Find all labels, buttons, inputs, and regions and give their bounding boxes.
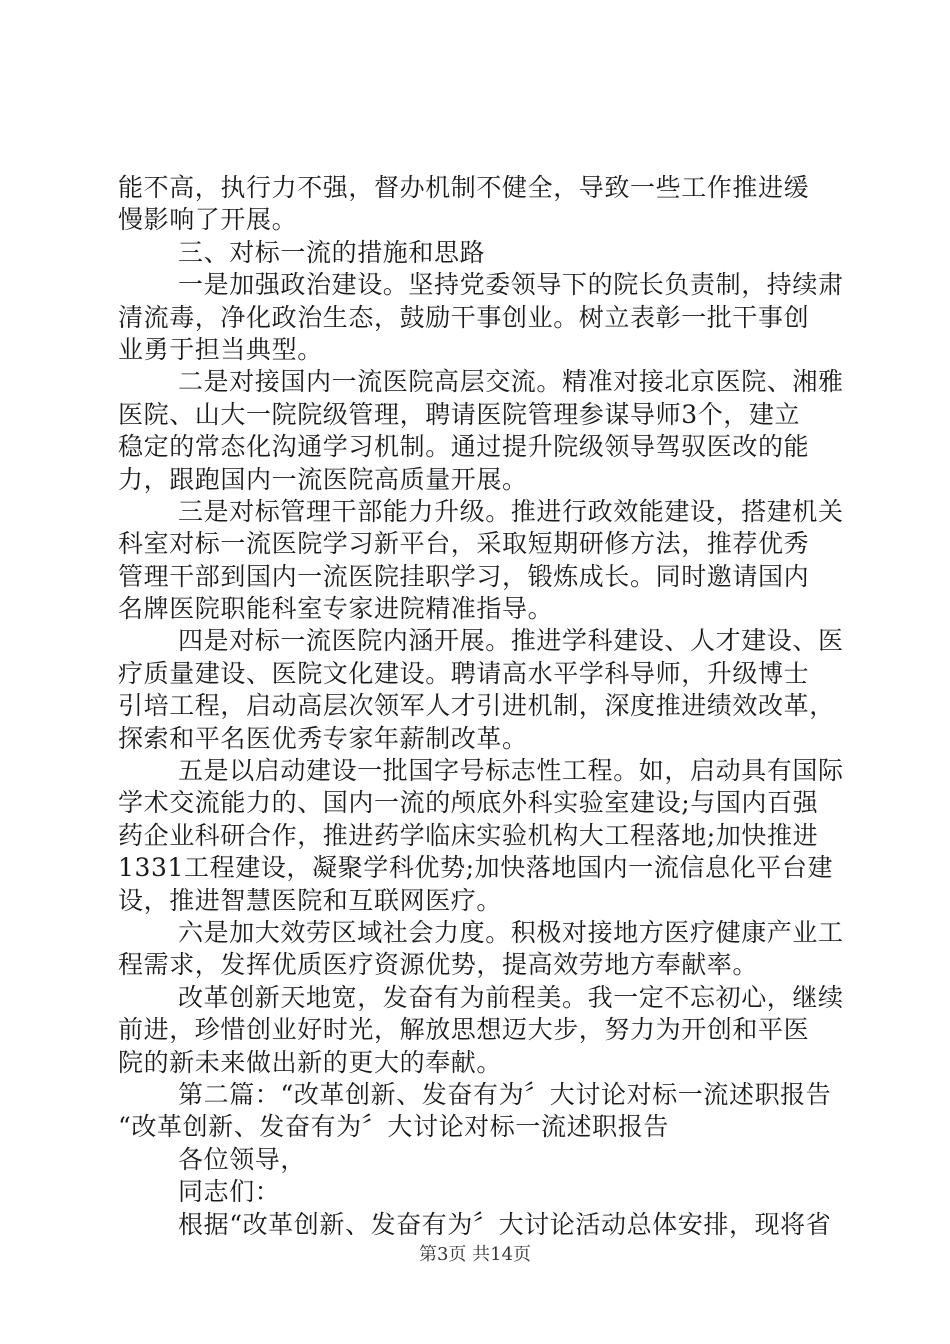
text-line: 学术交流能力的、国内一流的颅底外科实验室建设;与国内百强 <box>118 788 819 818</box>
text-line: 探索和平名医优秀专家年薪制改革。 <box>118 723 528 753</box>
text-line: 五是以启动建设一批国字号标志性工程。如，启动具有国际 <box>178 756 844 786</box>
text-line: 管理干部到国内一流医院挂职学习，锻炼成长。同时邀请国内 <box>118 561 810 591</box>
text-line: 1331工程建设，凝聚学科优势;加快落地国内一流信息化平台建 <box>118 853 834 883</box>
text-line: 科室对标一流医院学习新平台，采取短期研修方法，推荐优秀 <box>118 529 810 559</box>
text-line: 第二篇：“改革创新、发奋有为〞大讨论对标一流述职报告 <box>178 1079 832 1109</box>
document-body <box>118 172 844 1241</box>
text-line: 能不高，执行力不强，督办机制不健全，导致一些工作推进缓 <box>118 173 810 202</box>
text-line: 程需求，发挥优质医疗资源优势，提高效劳地方奉献率。 <box>118 950 759 980</box>
text-line: 改革创新天地宽，发奋有为前程美。我一定不忘初心，继续 <box>178 982 844 1012</box>
text-line: 三、对标一流的措施和思路 <box>178 237 486 267</box>
text-line: 二是对接国内一流医院高层交流。精准对接北京医院、湘雅 <box>178 367 844 397</box>
text-line: 三是对标管理干部能力升级。推进行政效能建设，搭建机关 <box>178 496 844 526</box>
text-line: 设，推进智慧医院和互联网医疗。 <box>118 885 503 915</box>
text-line: 疗质量建设、医院文化建设。聘请高水平学科导师，升级博士 <box>118 658 810 688</box>
text-line: 药企业科研合作，推进药学临床实验机构大工程落地;加快推进 <box>118 820 819 850</box>
text-line: 一是加强政治建设。坚持党委领导下的院长负责制，持续肃 <box>178 270 844 300</box>
text-line: 根据“改革创新、发奋有为〞大讨论活动总体安排，现将省 <box>178 1209 832 1239</box>
text-line: 六是加大效劳区域社会力度。积极对接地方医疗健康产业工 <box>178 917 844 947</box>
text-line: 四是对标一流医院内涵开展。推进学科建设、人才建设、医 <box>178 626 844 656</box>
text-line: “改革创新、发奋有为〞大讨论对标一流述职报告 <box>118 1112 669 1142</box>
text-line: 业勇于担当典型。 <box>118 334 323 364</box>
text-line: 引培工程，启动高层次领军人才引进机制，深度推进绩效改革， <box>118 691 835 721</box>
text-line: 慢影响了开展。 <box>118 205 298 235</box>
text-line: 力，跟跑国内一流医院高质量开展。 <box>118 464 528 494</box>
text-line: 各位领导， <box>178 1144 307 1174</box>
text-line: 院的新未来做出新的更大的奉献。 <box>118 1047 503 1077</box>
text-line: 名牌医院职能科室专家进院精准指导。 <box>118 594 554 624</box>
text-line: 前进，珍惜创业好时光，解放思想迈大步，努力为开创和平医 <box>118 1015 810 1045</box>
text-line: 清流毒，净化政治生态，鼓励干事创业。树立表彰一批干事创 <box>118 302 810 332</box>
page-footer: 第3页 共14页 <box>418 1244 532 1265</box>
text-line: 同志们： <box>178 1177 281 1207</box>
text-line: 医院、山大一院院级管理，聘请医院管理参谋导师3个，建立 <box>118 399 801 429</box>
text-line: 稳定的常态化沟通学习机制。通过提升院级领导驾驭医改的能 <box>118 432 810 462</box>
